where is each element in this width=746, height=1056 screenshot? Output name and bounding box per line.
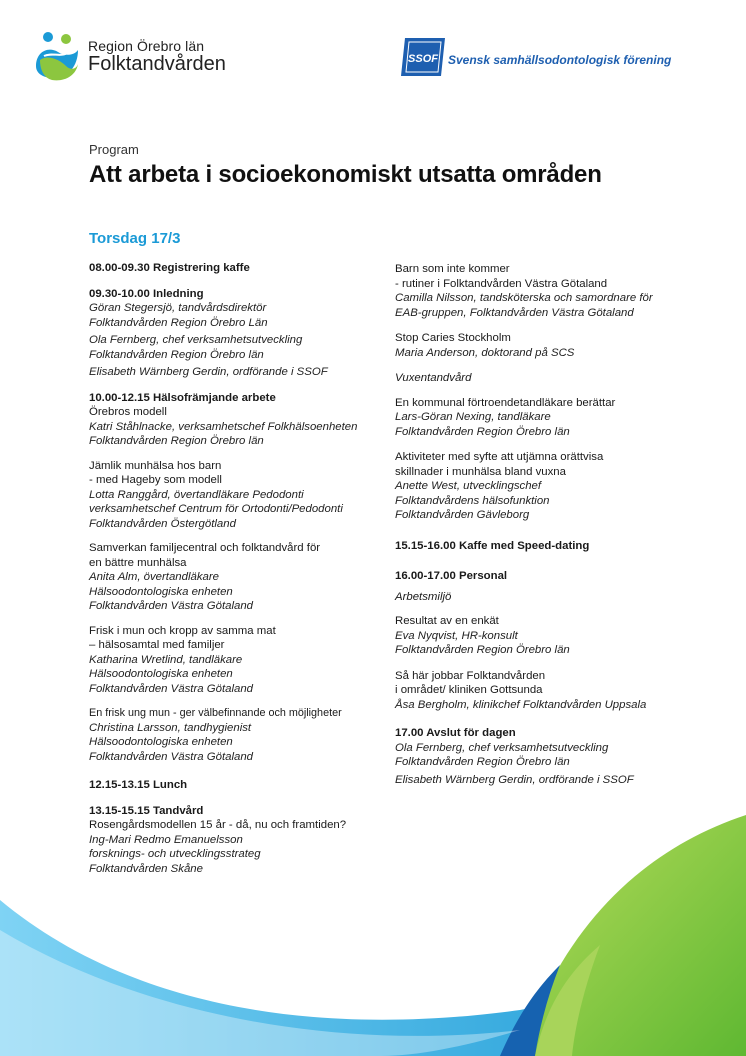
speaker-line: Anita Alm, övertandläkare [89, 571, 220, 583]
session-lunch [89, 778, 379, 793]
speaker-line: Folktandvården Region Örebro län [89, 348, 264, 361]
program-column-right [395, 262, 695, 798]
talk-title: i området/ kliniken Gottsunda [395, 684, 543, 696]
speaker-line: Folktandvården Region Örebro län [89, 435, 264, 447]
talk-title: En frisk ung mun - ger välbefinnande och möjligheter [89, 707, 342, 719]
speaker-line: Folktandvården Region Örebro län [395, 756, 570, 768]
talk-title: Jämlik munhälsa hos barn [89, 459, 222, 472]
speaker-line: Ola Fernberg, chef verksamhetsutveckling [395, 741, 609, 754]
ssof-badge-text: SSOF [408, 53, 438, 65]
talk-title: skillnader i munhälsa bland vuxna [395, 465, 566, 478]
speaker-line: Christina Larsson, tandhygienist [89, 721, 252, 734]
talk-title: - rutiner i Folktandvården Västra Götaland [395, 277, 608, 290]
talk-title: En kommunal förtroendetandläkare berättar [395, 396, 616, 409]
speaker-line: Katharina Wretlind, tandläkare [89, 653, 243, 666]
speaker-line: Lotta Ranggård, övertandläkare Pedodonti [89, 488, 304, 501]
speaker-line: Katri Ståhlnacke, verksamhetschef Folkhälsoenheten [89, 420, 358, 433]
speaker-line: Folktandvården Region Örebro Län [89, 316, 268, 329]
session-halsoframjande [89, 391, 379, 765]
speaker-line: Elisabeth Wärnberg Gerdin, ordförande i SSOF [395, 773, 634, 786]
ssof-logo-icon [401, 38, 445, 76]
session-heading: 10.00-12.15 Hälsofrämjande arbete [89, 391, 276, 404]
program-label: Program [89, 142, 139, 157]
session-avslut [395, 726, 695, 787]
talk-title: Aktiviteter med syfte att utjämna orättvisa [395, 451, 604, 463]
session-heading: 13.15-15.15 Tandvård [89, 804, 204, 817]
session-personal [395, 569, 695, 712]
talk-item [395, 614, 695, 658]
speaker-line: Ola Fernberg, chef verksamhetsutveckling [89, 334, 303, 346]
talk-title: Stop Caries Stockholm [395, 332, 511, 344]
speaker-line: Folktandvårdens hälsofunktion [395, 494, 550, 507]
speaker-line: Camilla Nilsson, tandsköterska och samordnare för [395, 292, 653, 304]
session-heading: 08.00-09.30 Registrering kaffe [89, 262, 250, 274]
talk-item [89, 624, 379, 697]
day-heading: Torsdag 17/3 [89, 230, 181, 247]
org-name-line2: Folktandvården [88, 53, 226, 75]
session-kaffe [395, 539, 695, 554]
speaker-line: Folktandvården Västra Götaland [89, 600, 253, 612]
session-tandvard [89, 804, 379, 877]
talk-item [89, 706, 379, 764]
talk-title: Så här jobbar Folktandvården [395, 669, 546, 682]
speaker-line: Ing-Mari Redmo Emanuelsson [89, 833, 243, 846]
talk-title: Resultat av en enkät [395, 615, 499, 627]
talk-title: Rosengårdsmodellen 15 år - då, nu och framtiden? [89, 819, 347, 831]
speaker-line: Elisabeth Wärnberg Gerdin, ordförande i SSOF [89, 366, 328, 378]
talk-item [395, 450, 695, 523]
speaker-line: Göran Stegersjö, tandvårdsdirektör [89, 302, 267, 314]
talk-item [395, 396, 695, 440]
session-heading: 16.00-17.00 Personal [395, 570, 508, 582]
white-gap [0, 930, 520, 1056]
session-heading: 17.00 Avslut för dagen [395, 727, 516, 739]
speaker-line: Hälsoodontologiska enheten [89, 668, 233, 680]
speaker-line: Åsa Bergholm, klinikchef Folktandvården Uppsala [395, 698, 647, 711]
title-block [89, 142, 602, 189]
session-heading: 09.30-10.00 Inledning [89, 287, 204, 300]
talk-item [395, 669, 695, 713]
speaker-line: Maria Anderson, doktorand på SCS [395, 346, 575, 359]
session-heading: 12.15-13.15 Lunch [89, 779, 188, 791]
speaker-line: Folktandvården Västra Götaland [89, 682, 253, 695]
talk-item [89, 459, 379, 532]
talk-title: - med Hageby som modell [89, 474, 222, 486]
program-column-left [89, 261, 379, 887]
talk-title: – hälsosamtal med familjer [89, 639, 225, 651]
org-name-line1: Region Örebro län [88, 38, 205, 54]
speaker-line: EAB-gruppen, Folktandvården Västra Götaland [395, 306, 634, 319]
talk-title: en bättre munhälsa [89, 556, 187, 569]
talk-title: Örebros modell [89, 406, 167, 418]
speaker-line: Folktandvården Skåne [89, 862, 203, 875]
ssof-name: Svensk samhällsodontologisk förening [448, 53, 672, 67]
speaker-line: Folktandvården Region Örebro län [395, 644, 570, 656]
talk-title: Barn som inte kommer [395, 263, 510, 275]
speaker-line: Folktandvården Västra Götaland [89, 750, 253, 763]
speaker-line: verksamhetschef Centrum för Ortodonti/Pedodonti [89, 503, 343, 515]
session-inledning [89, 287, 379, 380]
speaker-line: Folktandvården Östergötland [89, 517, 236, 530]
speaker-line: Lars-Göran Nexing, tandläkare [395, 411, 551, 423]
region-orebro-logo-icon [34, 30, 80, 82]
speaker-line: forsknings- och utvecklingsstrateg [89, 848, 261, 860]
page-header [0, 0, 746, 100]
talk-title: Samverkan familjecentral och folktandvård för [89, 542, 321, 554]
talk-item [89, 405, 379, 449]
subsection-label: Arbetsmiljö [395, 590, 452, 603]
speaker-line: Folktandvården Gävleborg [395, 509, 530, 521]
subsection-label: Vuxentandvård [395, 372, 472, 384]
talk-title: Frisk i mun och kropp av samma mat [89, 624, 276, 637]
speaker-line: Eva Nyqvist, HR-konsult [395, 629, 518, 642]
speaker-line: Anette West, utvecklingschef [395, 480, 542, 492]
talk-item [395, 331, 695, 360]
speaker-line: Hälsoodontologiska enheten [89, 585, 233, 598]
talk-item [395, 262, 695, 320]
page-title: Att arbeta i socioekonomiskt utsatta områden [89, 161, 602, 188]
session-heading: 15.15-16.00 Kaffe med Speed-dating [395, 539, 590, 552]
speaker-line: Hälsoodontologiska enheten [89, 736, 233, 748]
talk-item [89, 541, 379, 614]
speaker-line: Folktandvården Region Örebro län [395, 425, 570, 438]
session-registration [89, 261, 379, 276]
